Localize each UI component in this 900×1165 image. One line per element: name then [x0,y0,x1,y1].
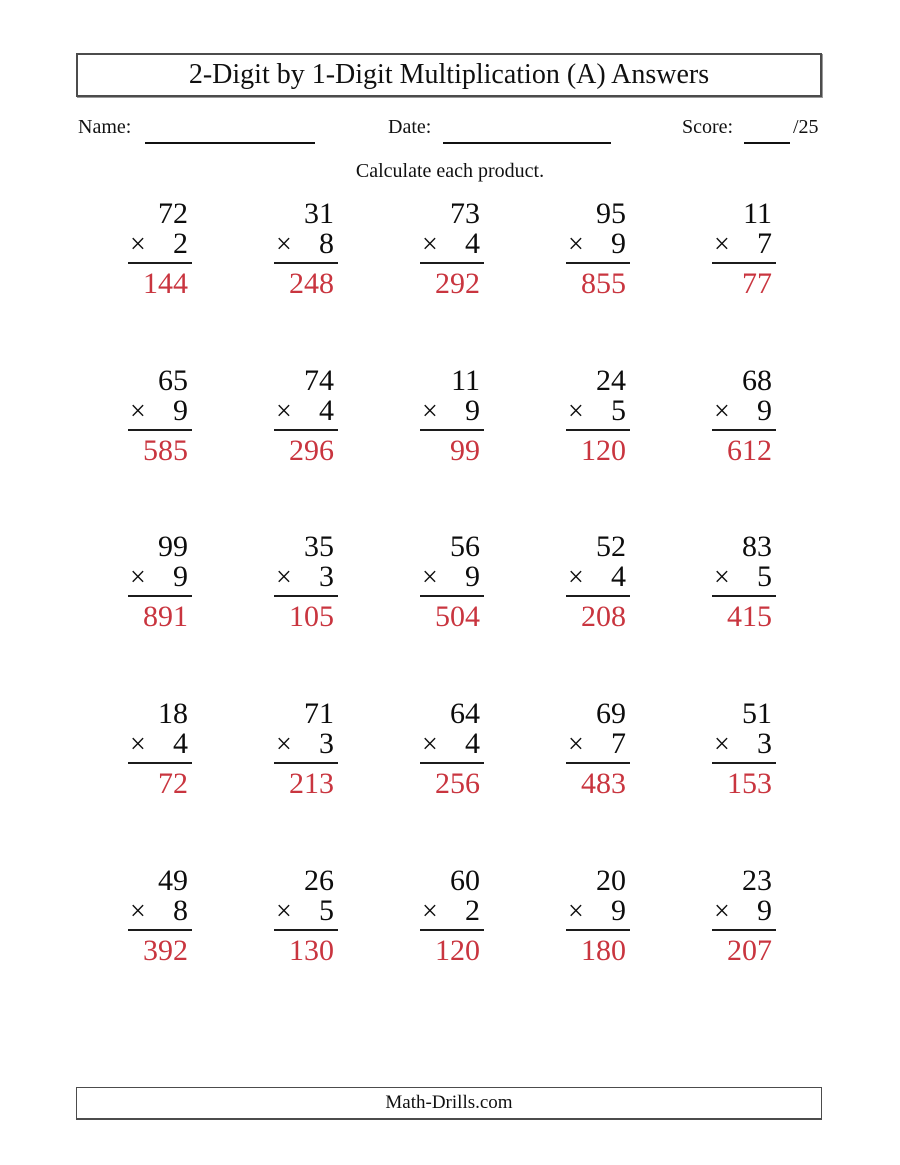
multiplicand: 72 [158,197,188,230]
multiplier: 5 [611,393,626,427]
multiplication-problem [274,695,338,799]
multiplier-row [274,562,338,597]
multiplier: 4 [611,560,626,594]
problem-cell [671,862,817,1029]
product-answer: 120 [581,433,626,467]
product-answer: 153 [727,767,772,801]
multiplication-problem [274,862,338,966]
problem-cell [525,862,671,1029]
multiplication-problem [566,862,630,966]
multiplier-row [128,229,192,264]
multiplication-problem [420,195,484,299]
multiplier: 9 [173,560,188,594]
multiplication-problem [274,195,338,299]
problem-cell [87,695,233,862]
multiplier-row [712,893,776,931]
multiplicand: 74 [304,363,334,397]
multiply-icon: × [714,562,730,594]
problem-cell [233,362,379,529]
title-box [76,53,822,97]
multiply-icon: × [714,729,730,761]
multiplication-problem [420,695,484,799]
product-answer: 213 [289,767,334,801]
problem-cell [671,695,817,862]
multiplier-row [274,729,338,764]
multiplier: 9 [465,393,480,427]
problem-cell [233,528,379,695]
multiplier-row [712,562,776,597]
multiply-icon: × [714,895,730,927]
multiplicand: 26 [304,863,334,897]
multiplier: 3 [757,727,772,761]
multiplier-row [712,393,776,431]
multiplication-problem [712,362,776,466]
multiplier-row [128,893,192,931]
multiplier: 2 [465,893,480,927]
multiplier: 4 [319,393,334,427]
multiplicand: 52 [596,530,626,564]
problem-cell [233,862,379,1029]
multiply-icon: × [276,562,292,594]
product-answer: 585 [143,433,188,467]
page-title: 2-Digit by 1-Digit Multiplication (A) Answers [188,59,710,90]
problem-cell [379,195,525,362]
multiplier-row [420,729,484,764]
multiplicand: 83 [742,530,772,564]
problem-cell [525,528,671,695]
problem-cell [671,195,817,362]
multiplication-problem [420,862,484,966]
multiply-icon: × [276,229,292,260]
multiplier: 3 [319,560,334,594]
multiplier: 7 [611,727,626,761]
multiplier: 3 [319,727,334,761]
multiplier-row [566,729,630,764]
multiplication-problem [566,528,630,632]
multiplier-row [566,393,630,431]
multiply-icon: × [422,562,438,594]
multiply-icon: × [568,229,584,260]
multiplier-row [128,562,192,597]
multiplier: 9 [611,893,626,927]
product-answer: 99 [450,433,480,467]
multiplication-problem [712,695,776,799]
multiplier: 7 [757,227,772,260]
multiplier-row [420,893,484,931]
product-answer: 207 [727,933,772,967]
problem-cell [525,195,671,362]
multiplication-problem [712,862,776,966]
product-answer: 130 [289,933,334,967]
multiplier: 8 [319,227,334,260]
multiplicand: 68 [742,363,772,397]
problem-cell [525,695,671,862]
multiplication-problem [420,528,484,632]
multiplier-row [420,393,484,431]
multiplier: 5 [757,560,772,594]
multiplicand: 49 [158,863,188,897]
product-answer: 483 [581,767,626,801]
multiply-icon: × [276,729,292,761]
multiplicand: 95 [596,197,626,230]
multiplier-row [566,893,630,931]
score-label: Score: [682,116,734,138]
multiplicand: 60 [450,863,480,897]
multiplier: 4 [465,727,480,761]
multiplicand: 99 [158,530,188,564]
multiply-icon: × [568,729,584,761]
score-denominator: /25 [793,116,819,138]
product-answer: 855 [581,267,626,300]
multiply-icon: × [130,229,146,260]
problem-cell [379,528,525,695]
name-blank-line [145,142,315,144]
multiplicand: 35 [304,530,334,564]
multiply-icon: × [130,562,146,594]
multiply-icon: × [422,229,438,260]
multiplier: 9 [611,227,626,260]
multiplicand: 20 [596,863,626,897]
multiplicand: 64 [450,697,480,731]
problem-cell [87,362,233,529]
problem-cell [87,195,233,362]
multiplicand: 73 [450,197,480,230]
multiply-icon: × [714,395,730,427]
multiplicand: 31 [304,197,334,230]
multiply-icon: × [568,562,584,594]
multiplier: 8 [173,893,188,927]
multiplicand: 18 [158,697,188,731]
multiplier: 9 [757,893,772,927]
product-answer: 392 [143,933,188,967]
multiplier-row [712,229,776,264]
multiplier-row [274,393,338,431]
multiply-icon: × [276,395,292,427]
product-answer: 72 [158,767,188,801]
multiply-icon: × [276,895,292,927]
multiplication-problem [274,528,338,632]
multiply-icon: × [422,729,438,761]
multiplier: 2 [173,227,188,260]
multiplication-problem [566,195,630,299]
multiply-icon: × [422,395,438,427]
product-answer: 256 [435,767,480,801]
multiplicand: 69 [596,697,626,731]
product-answer: 504 [435,600,480,634]
multiplication-problem [274,362,338,466]
multiply-icon: × [130,729,146,761]
product-answer: 891 [143,600,188,634]
date-label: Date: [388,116,432,138]
multiplication-problem [566,695,630,799]
multiplier-row [566,562,630,597]
multiplier-row [128,393,192,431]
problem-cell [671,528,817,695]
multiplier-row [566,229,630,264]
multiplicand: 71 [304,697,334,731]
product-answer: 292 [435,267,480,300]
multiplier: 4 [173,727,188,761]
multiplier-row [274,893,338,931]
multiplication-problem [128,695,192,799]
multiplier-row [712,729,776,764]
problem-cell [233,695,379,862]
footer-box [76,1087,822,1120]
multiplicand: 11 [743,197,772,230]
multiplicand: 23 [742,863,772,897]
multiply-icon: × [568,395,584,427]
product-answer: 120 [435,933,480,967]
multiplication-problem [420,362,484,466]
problem-cell [87,862,233,1029]
date-blank-line [443,142,611,144]
multiplier-row [420,562,484,597]
multiplicand: 24 [596,363,626,397]
site-name: Math-Drills.com [385,1092,513,1113]
multiplication-problem [566,362,630,466]
multiply-icon: × [714,229,730,260]
multiplier: 9 [757,393,772,427]
problem-cell [671,362,817,529]
product-answer: 296 [289,433,334,467]
problem-cell [87,528,233,695]
multiply-icon: × [568,895,584,927]
multiply-icon: × [130,395,146,427]
problem-cell [379,362,525,529]
multiplication-problem [712,528,776,632]
problem-cell [525,362,671,529]
score-blank-line [744,142,790,144]
multiplier: 9 [173,393,188,427]
multiplication-problem [128,528,192,632]
product-answer: 415 [727,600,772,634]
product-answer: 180 [581,933,626,967]
multiplier: 9 [465,560,480,594]
multiplication-problem [128,362,192,466]
multiplier-row [128,729,192,764]
multiplier: 5 [319,893,334,927]
instruction-text: Calculate each product. [355,160,545,182]
problem-cell [379,862,525,1029]
multiplicand: 56 [450,530,480,564]
problems-grid [87,195,817,1028]
multiplication-problem [712,195,776,299]
problem-cell [379,695,525,862]
multiplication-problem [128,195,192,299]
product-answer: 208 [581,600,626,634]
multiplier: 4 [465,227,480,260]
multiplier-row [420,229,484,264]
problem-cell [233,195,379,362]
multiplicand: 11 [451,363,480,397]
product-answer: 248 [289,267,334,300]
multiplicand: 51 [742,697,772,731]
multiply-icon: × [130,895,146,927]
product-answer: 612 [727,433,772,467]
name-label: Name: [78,116,132,138]
multiply-icon: × [422,895,438,927]
product-answer: 77 [742,267,772,300]
multiplicand: 65 [158,363,188,397]
multiplication-problem [128,862,192,966]
multiplier-row [274,229,338,264]
product-answer: 105 [289,600,334,634]
product-answer: 144 [143,267,188,300]
